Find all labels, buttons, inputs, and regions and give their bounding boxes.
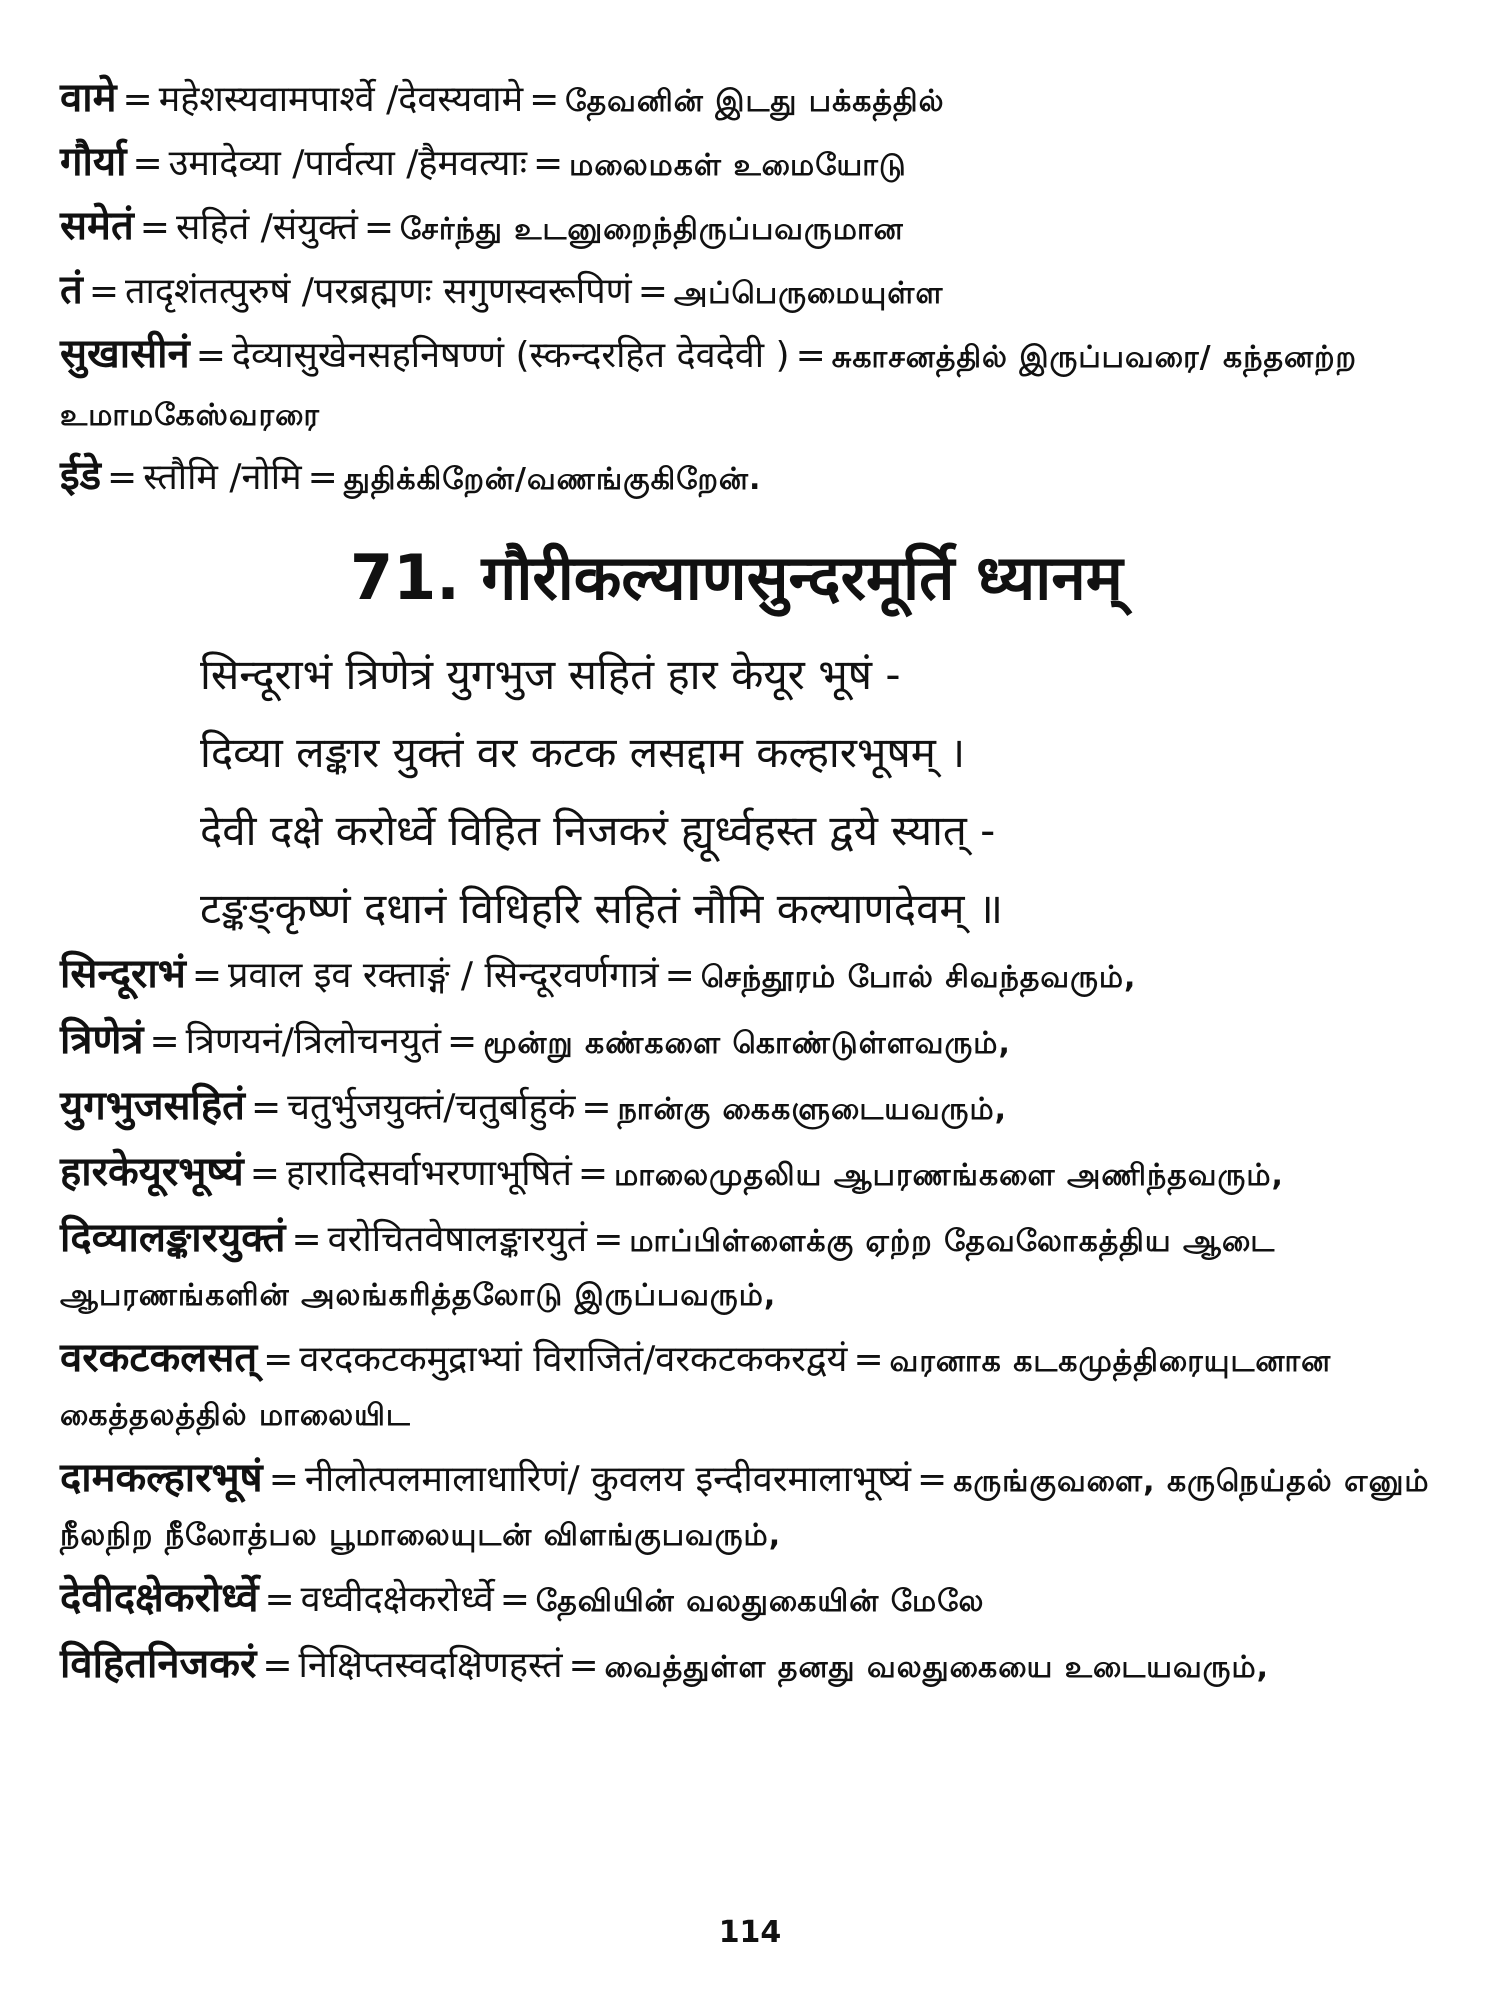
- glossary-entry: [60, 1212, 1460, 1322]
- entry-tamil-meaning: துதிக்கிறேன்/வணங்குகிறேன்.: [343, 462, 762, 497]
- equals-sign: =: [191, 955, 223, 996]
- glossary-entry: [60, 948, 1460, 1004]
- entry-headword: त्रिणेत्रं: [60, 1017, 144, 1063]
- entry-sanskrit-synonyms: महेशस्यवामपार्श्वे /देवस्यवामे: [158, 79, 524, 120]
- entry-sanskrit-synonyms: त्रिणयनं/त्रिलोचनयुतं: [185, 1021, 442, 1062]
- entry-tamil-meaning: வரனாக கடகமுத்திரையுடனான கைத்தலத்தில் மாலையிட: [60, 1344, 1332, 1433]
- entry-headword: हारकेयूरभूष्यं: [60, 1149, 244, 1195]
- equals-sign: =: [363, 207, 395, 248]
- equals-sign: =: [529, 79, 560, 120]
- equals-sign: =: [107, 457, 138, 498]
- entry-tamil-meaning: சுகாசனத்தில் இருப்பவரை/ கந்தனற்ற உமாமகேஸ்வரரை: [60, 340, 1357, 433]
- entry-sanskrit-synonyms: वरदकटकमुद्राभ्यां विराजितं/वरकटककरद्वयं: [299, 1339, 848, 1380]
- equals-sign: =: [291, 1219, 322, 1260]
- equals-sign: =: [499, 1579, 530, 1620]
- glossary-entry: [60, 1080, 1460, 1136]
- glossary-entry: [60, 134, 1460, 194]
- glossary-entry: [60, 448, 1460, 508]
- glossary-entry: [60, 1638, 1460, 1694]
- entry-sanskrit-synonyms: सहितं /संयुक्तं: [175, 207, 358, 248]
- entry-headword: देवीदक्षेकरोर्ध्वे: [60, 1575, 259, 1621]
- entry-tamil-meaning: மலைமகள் உமையோடு: [569, 148, 907, 183]
- entry-headword: विहितनिजकरं: [60, 1641, 257, 1687]
- entry-headword: सुखासीनं: [60, 331, 190, 377]
- entry-sanskrit-synonyms: नीलोत्पलमालाधारिणं/ कुवलय इन्दीवरमालाभूष्यं: [304, 1459, 912, 1500]
- equals-sign: =: [307, 457, 338, 498]
- entry-headword: युगभुजसहितं: [60, 1083, 245, 1129]
- equals-sign: =: [88, 271, 119, 312]
- equals-sign: =: [795, 335, 826, 376]
- equals-sign: =: [568, 1645, 599, 1686]
- glossary-entry: [60, 262, 1460, 322]
- entry-sanskrit-synonyms: देव्यासुखेनसहनिषण्णं (स्कन्दरहित देवदेवी ): [231, 335, 790, 376]
- equals-sign: =: [195, 335, 226, 376]
- entry-tamil-meaning: மாப்பிள்ளைக்கு ஏற்ற தேவலோகத்திய ஆடை ஆபரணங்களின் அலங்கரித்தலோடு இருப்பவரும்,: [60, 1224, 1276, 1313]
- entry-tamil-meaning: அப்பெருமையுள்ள: [673, 276, 944, 311]
- entry-tamil-meaning: கருங்குவளை, கருநெய்தல் எனும் நீலநிற நீலோத்பல பூமாலையுடன் விளங்குபவரும்,: [60, 1464, 1430, 1553]
- entry-headword: वामे: [60, 75, 117, 121]
- entry-headword: दामकल्हारभूषं: [60, 1455, 263, 1501]
- equals-sign: =: [581, 1087, 612, 1128]
- entry-tamil-meaning: சேர்ந்து உடனுறைந்திருப்பவருமான: [400, 212, 904, 247]
- entry-tamil-meaning: வைத்துள்ள தனது வலதுகையை உடையவரும்,: [604, 1650, 1270, 1685]
- equals-sign: =: [637, 271, 668, 312]
- glossary-entry: [60, 70, 1460, 130]
- entry-sanskrit-synonyms: हारादिसर्वाभरणाभूषितं: [285, 1153, 572, 1194]
- entry-tamil-meaning: மூன்று கண்களை கொண்டுள்ளவரும்,: [483, 1026, 1011, 1061]
- equals-sign: =: [149, 1021, 180, 1062]
- entry-headword: गौर्या: [60, 139, 127, 185]
- entry-tamil-meaning: நான்கு கைகளுடையவரும்,: [617, 1092, 1008, 1127]
- equals-sign: =: [262, 1645, 293, 1686]
- entry-headword: वरकटकलसत्: [60, 1335, 258, 1381]
- equals-sign: =: [664, 955, 695, 996]
- section-title: 71. गौरीकल्याणसुन्दरमूर्ति ध्यानम्: [350, 541, 1123, 614]
- glossary-entry: [60, 1332, 1460, 1442]
- entry-tamil-meaning: செந்தூரம் போல் சிவந்தவரும்,: [700, 960, 1137, 995]
- equals-sign: =: [139, 207, 170, 248]
- entry-sanskrit-synonyms: प्रवाल इव रक्ताङ्गं / सिन्दूरवर्णगात्रं: [228, 955, 659, 996]
- verse-line: दिव्या लङ्कार युक्तं वर कटक लसद्दाम कल्हारभूषम् ।: [200, 728, 966, 777]
- top-glossary: [60, 70, 1460, 508]
- glossary-entry: [60, 1452, 1460, 1562]
- entry-headword: दिव्यालङ्कारयुक्तं: [60, 1215, 286, 1261]
- verse-line: देवी दक्षे करोर्ध्वे विहित निजकरं ह्यूर्ध्वहस्त द्वये स्यात् -: [200, 806, 996, 855]
- entry-tamil-meaning: மாலைமுதலிய ஆபரணங்களை அணிந்தவரும்,: [614, 1158, 1284, 1193]
- entry-sanskrit-synonyms: निक्षिप्तस्वदक्षिणहस्तं: [298, 1645, 563, 1686]
- glossary-entry: [60, 198, 1460, 258]
- equals-sign: =: [533, 143, 564, 184]
- entry-tamil-meaning: தேவியின் வலதுகையின் மேலே: [535, 1584, 985, 1619]
- equals-sign: =: [593, 1219, 624, 1260]
- entry-sanskrit-synonyms: उमादेव्या /पार्वत्या /हैमवत्याः: [168, 143, 527, 184]
- entry-headword: समेतं: [60, 203, 134, 249]
- entry-tamil-meaning: தேவனின் இடது பக்கத்தில்: [565, 84, 945, 119]
- dhyana-verse: [200, 636, 1460, 948]
- entry-headword: तं: [60, 267, 83, 313]
- entry-sanskrit-synonyms: वरोचितवेषालङ्कारयुतं: [327, 1219, 588, 1260]
- verse-line: सिन्दूराभं त्रिणेत्रं युगभुज सहितं हार केयूर भूषं -: [200, 650, 901, 699]
- glossary-entry: [60, 1572, 1460, 1628]
- glossary-entry: [60, 1146, 1460, 1202]
- entry-headword: ईडे: [60, 453, 102, 499]
- equals-sign: =: [853, 1339, 884, 1380]
- equals-sign: =: [268, 1459, 299, 1500]
- verse-glossary: [60, 948, 1460, 1694]
- equals-sign: =: [250, 1087, 282, 1128]
- equals-sign: =: [917, 1459, 948, 1500]
- equals-sign: =: [264, 1579, 295, 1620]
- entry-sanskrit-synonyms: चतुर्भुजयुक्तं/चतुर्बाहुकं: [287, 1087, 576, 1128]
- entry-sanskrit-synonyms: वध्वीदक्षेकरोर्ध्वे: [300, 1579, 494, 1620]
- equals-sign: =: [132, 143, 163, 184]
- equals-sign: =: [249, 1153, 280, 1194]
- equals-sign: =: [263, 1339, 294, 1380]
- equals-sign: =: [122, 79, 153, 120]
- entry-sanskrit-synonyms: तादृशंतत्पुरुषं /परब्रह्मणः सगुणस्वरूपिणं: [124, 271, 632, 312]
- equals-sign: =: [447, 1021, 478, 1062]
- page-number: 114: [718, 1915, 782, 1950]
- glossary-entry: [60, 1014, 1460, 1070]
- equals-sign: =: [577, 1153, 609, 1194]
- entry-headword: सिन्दूराभं: [60, 951, 186, 997]
- entry-sanskrit-synonyms: स्तौमि /नोमि: [143, 457, 302, 498]
- glossary-entry: [60, 326, 1460, 444]
- verse-line: टङ्कङ्कृष्णं दधानं विधिहरि सहितं नौमि कल्याणदेवम् ॥: [200, 884, 1004, 933]
